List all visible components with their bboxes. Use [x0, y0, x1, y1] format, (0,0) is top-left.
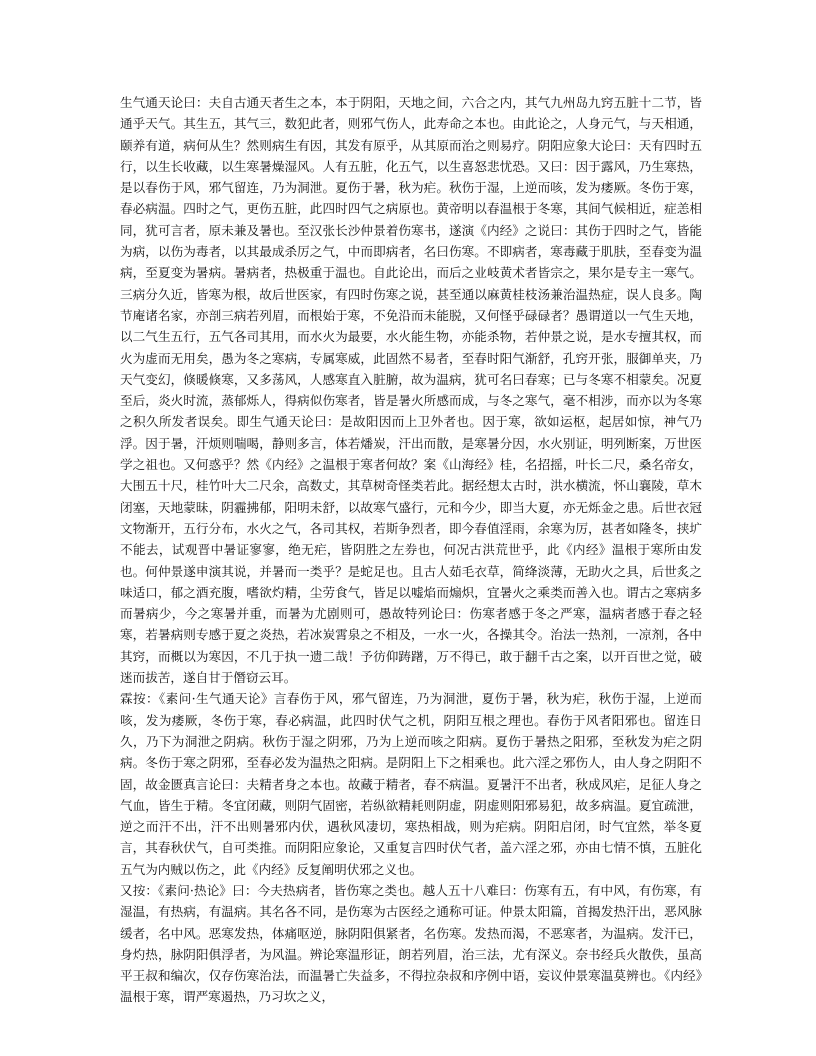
paragraph-commentary-2: 又按：《素问·热论》曰：今夫热病者，皆伤寒之类也。越人五十八难曰：伤寒有五，有中风，有伤寒，有湿温，有热病，有温病。其名各不同，是伤寒为古医经之通称可证。仲景太阳篇，首揭发热汗出，恶风脉缓者，名中风。恶寒发热，体痛呕逆，脉阴阳俱紧者，名伤寒。发热而渴，不恶寒者，为温病。发汗已，身灼热，脉阴阳俱浮者，为风温。辨论寒温形证，朗若列眉，治三法，尤有深义。奈书经兵火散佚，虽高平王叔和编次，仅存伤寒治法，而温暑亡失益多，不得拉杂叔和序例中语，妄议仲景寒温莫辨也。《内经》温根于寒，谓严寒遏热，乃习坎之义，: [120, 882, 702, 1005]
paragraph-commentary-1: 霖按：《素问·生气通天论》言春伤于风，邪气留连，乃为洞泄，夏伤于暑，秋为疟，秋伤于湿，上逆而咳，发为痿厥，冬伤于寒，春必病温，此四时伏气之机，阴阳互根之理也。春伤于风者阳邪也。留连日久，乃下为洞泄之阴病。秋伤于湿之阴邪，乃为上逆而咳之阳病。夏伤于暑热之阳邪，至秋发为疟之阴病。冬伤于寒之阴邪，至春必发为温热之阳病。是阴阳上下之相乘也。此六淫之邪伤人，由人身之阴阳不固，故金匮真言论曰：夫精者身之本也。故藏于精者，春不病温。夏暑汗不出者，秋成风疟，足征人身之气血，皆生于精。冬宜闭藏，则阴气固密，若纵欲精耗则阴虚，阴虚则阳邪易犯，故多病温。夏宜疏泄，逆之而汗不出，汗不出则暑邪内伏，遇秋风凄切，寒热相战，则为疟病。阴阳启闭，时气宜然，举冬夏言，其春秋伏气，自可类推。而阴阳应象论，又重复言四时伏气者，盖六淫之邪，亦由七情不慎，五脏化五气为内贼以伤之，此《内经》反复阐明伏邪之义也。: [120, 691, 702, 877]
document-page: [120, 92, 702, 1008]
paragraph-essay: 生气通天论曰：夫自古通天者生之本，本于阴阳，天地之间，六合之内，其气九州岛九窍五脏十二节，皆通乎天气。其生五，其气三，数犯此者，则邪气伤人，此寿命之本也。由此论之，人身元气，与天相通，颐养有道，病何从生？然则病生有因，其发有原乎，从其原而治之则易疗。阴阳应象大论曰：天有四时五行，以生长收藏，以生寒暑燥湿风。人有五脏，化五气，以生喜怒悲忧恐。又曰：因于露风，乃生寒热，是以春伤于风，邪气留连，乃为洞泄。夏伤于暑，秋为疟。秋伤于湿，上逆而咳，发为痿厥。冬伤于寒，春必病温。四时之气，更伤五脏，此四时四气之病原也。黄帝明以春温根于冬寒，其间气候相近，症恙相同，犹可言者，原未兼及暑也。至汉张长沙仲景着伤寒书，遂演《内经》之说曰：其伤于四时之气，皆能为病，以伤为毒者，以其最成杀厉之气，中而即病者，名曰伤寒。不即病者，寒毒藏于肌肤，至春变为温病，至夏变为暑病。暑病者，热极重于温也。自此论出，而后之业岐黄术者皆宗之，果尔是专主一寒气。三病分久近，皆寒为根，故后世医家，有四时伤寒之说，甚至通以麻黄桂枝汤兼治温热症，误人良多。陶节庵诸名家，亦剖三病若列眉，而根始于寒，不免沿而未能脱，又何怪乎碌碌者？愚谓道以一气生天地，以二气生五行，五气各司其用，而水火为最要，水火能生物，亦能杀物，若仲景之说，是水专擅其权，而火为虚而无用矣，愚为冬之寒病，专属寒威，此固然不易者，至春时阳气渐舒，孔窍开张，服御单夹，乃天气变幻，倏暖倏寒，又多荡风，人感寒直入脏腑，故为温病，犹可名曰春寒；已与冬寒不相蒙矣。况夏至后，炎火时流，蒸郁烁人，得病似伤寒者，皆是暑火所感而成，与冬之寒气，毫不相涉，而亦以为冬寒之积久所发者误矣。即生气通天论曰：是故阳因而上卫外者也。因于寒，欲如运枢，起居如惊，神气乃浮。因于暑，汗烦则喘喝，静则多言，体若燔炭，汗出而散，是寒暑分因，水火别证，明列断案，万世医学之祖也。又何惑乎？然《内经》之温根于寒者何故？案《山海经》桂，名招摇，叶长二尺，桑名帝女，大围五十尺，桂竹叶大二尺余，高数丈，其草树奇怪类若此。据经想太古时，洪水横流，怀山襄陵，草木闭塞，天地蒙昧，阴霾拂郁，阳明未舒，以故寒气盛行，元和今少，即当大夏，亦无烁金之患。后世衣冠文物渐开，五行分布，水火之气，各司其权，若斯争烈者，即今春值淫雨，余寒为厉，甚者如隆冬，挟圹不能去，试观晋中暑证寥寥，绝无疟，皆阴胜之左券也，何况古洪荒世乎，此《内经》温根于寒所由发也。何仲景遂申演其说，并暑而一类乎？是蛇足也。且古人茹毛衣草，简绛淡薄，无助火之具，后世炙之味适口，郁之酒充腹，嗜欲灼精，尘劳食气，皆足以嘘焰而煽炽，宜暑火之乘类而善入也。谓古之寒病多而暑病少，今之寒暑并重，而暑为尤剧则可，愚故特列论曰：伤寒者感于冬之严寒，温病者感于春之轻寒，若暑病则专感于夏之炎热，若冰炭霄泉之不相及，一水一火，各操其令。治法一热剂，一凉剂，各中其窍，而概以为寒因，不几于执一遗二哉！予彷仰踌躇，万不得已，敢于翻千古之案，以开百世之觉，破迷而拔苦，遂自甘于僭窃云耳。: [120, 95, 702, 686]
